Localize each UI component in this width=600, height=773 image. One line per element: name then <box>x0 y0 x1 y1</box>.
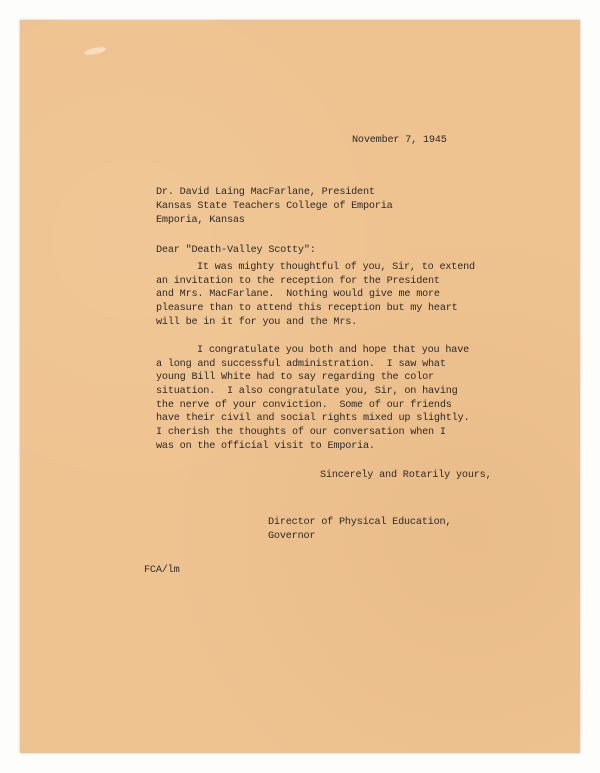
paragraph2-line: was on the official visit to Emporia. <box>156 441 375 452</box>
paragraph2-line: a long and successful administration. I saw what <box>156 359 446 370</box>
recipient-line-2: Kansas State Teachers College of Emporia <box>156 201 393 212</box>
paragraph1-line: pleasure than to attend this reception but my heart <box>156 303 458 314</box>
paragraph2-line: young Bill White had to say regarding the color <box>156 372 434 383</box>
paragraph2-line: have their civil and social rights mixed up slightly. <box>156 413 470 424</box>
paragraph1-line: an invitation to the reception for the President <box>156 276 440 287</box>
paragraph1-line: It was mighty thoughtful of you, Sir, to extend <box>197 262 475 273</box>
paragraph1-line: and Mrs. MacFarlane. Nothing would give me more <box>156 289 440 300</box>
signature-role: Governor <box>268 531 316 542</box>
typist-initials: FCA/lm <box>144 565 180 576</box>
paragraph2-line: I cherish the thoughts of our conversation when I <box>156 427 446 438</box>
paper-speck <box>84 46 107 56</box>
signature-title: Director of Physical Education, <box>268 517 452 528</box>
paragraph1-line: will be in it for you and the Mrs. <box>156 317 358 328</box>
salutation: Dear "Death-Valley Scotty": <box>156 245 316 256</box>
letter-date: November 7, 1945 <box>352 135 447 146</box>
recipient-line-1: Dr. David Laing MacFarlane, President <box>156 187 375 198</box>
recipient-line-3: Emporia, Kansas <box>156 215 245 226</box>
paragraph2-line: the nerve of your conviction. Some of our friends <box>156 400 452 411</box>
closing: Sincerely and Rotarily yours, <box>320 470 492 481</box>
paragraph2-line: situation. I also congratulate you, Sir, on having <box>156 386 458 397</box>
letter-page <box>20 20 580 753</box>
paragraph2-line: I congratulate you both and hope that you have <box>197 345 470 356</box>
